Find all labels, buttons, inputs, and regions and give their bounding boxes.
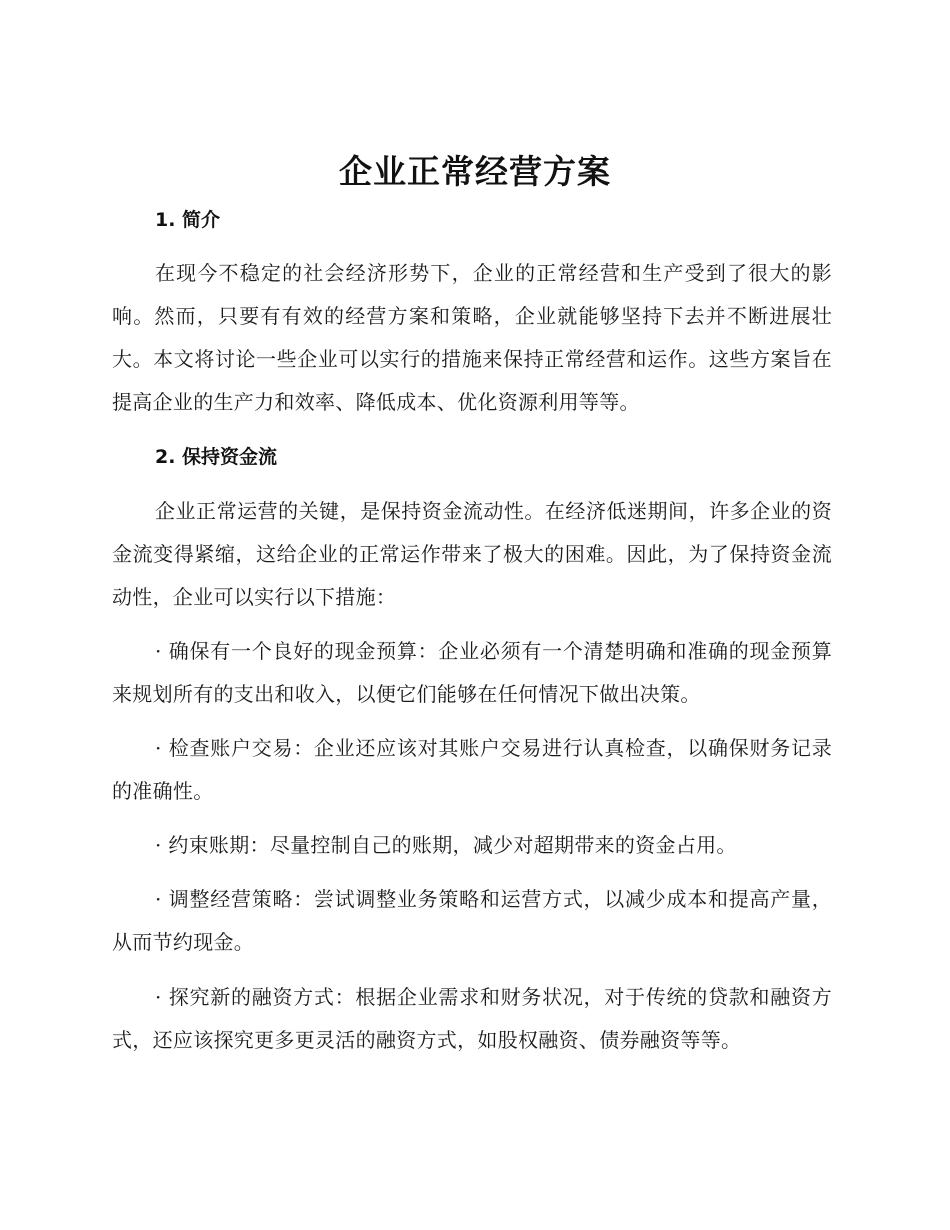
- bullet-payment-terms: · 约束账期：尽量控制自己的账期，减少对超期带来的资金占用。: [155, 833, 737, 857]
- bullet-cash-budget: · 确保有一个良好的现金预算：企业必须有一个清楚明确和准确的现金预算来规划所有的支出和收入，以便它们能够在任何情况下做出决策。: [112, 639, 832, 706]
- bullet-new-financing: · 探究新的融资方式：根据企业需求和财务状况，对于传统的贷款和融资方式，还应该探究更多更灵活的融资方式，如股权融资、债券融资等等。: [112, 985, 832, 1052]
- section-heading-intro: 1. 简介: [155, 209, 221, 231]
- bullet-account-check: · 检查账户交易：企业还应该对其账户交易进行认真检查，以确保财务记录的准确性。: [112, 736, 832, 803]
- section-heading-cash-flow: 2. 保持资金流: [155, 446, 278, 468]
- document-title: 企业正常经营方案: [339, 152, 611, 191]
- cash-flow-paragraph: 企业正常运营的关键，是保持资金流动性。在经济低迷期间，许多企业的资金流变得紧缩，这给企业的正常运作带来了极大的困难。因此，为了保持资金流动性，企业可以实行以下措施：: [112, 499, 832, 609]
- bullet-adjust-strategy: · 调整经营策略：尝试调整业务策略和运营方式，以减少成本和提高产量，从而节约现金。: [112, 887, 832, 954]
- intro-paragraph: 在现今不稳定的社会经济形势下，企业的正常经营和生产受到了很大的影响。然而，只要有有效的经营方案和策略，企业就能够坚持下去并不断进展壮大。本文将讨论一些企业可以实行的措施来保持正常经营和运作。这些方案旨在提高企业的生产力和效率、降低成本、优化资源利用等等。: [112, 261, 832, 414]
